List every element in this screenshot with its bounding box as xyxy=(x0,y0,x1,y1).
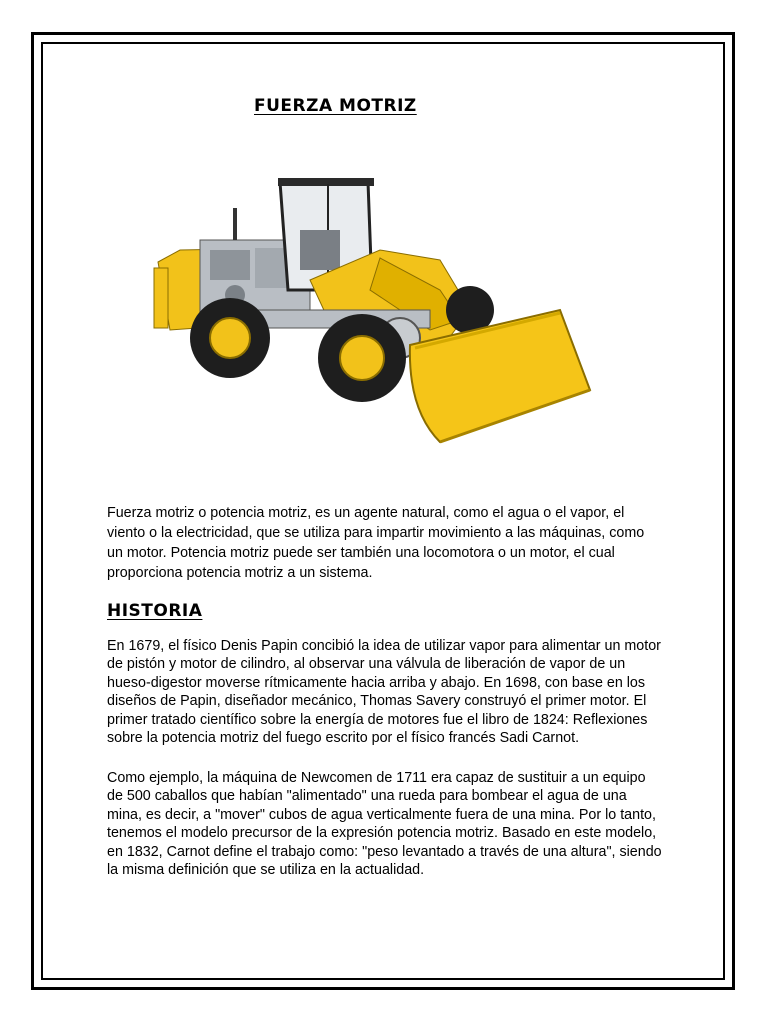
section-heading-historia: HISTORIA xyxy=(107,601,203,621)
wheel-loader-cutaway-icon xyxy=(140,170,600,460)
history-paragraph-2: Como ejemplo, la máquina de Newcomen de 1711 era capaz de sustituir a un equipo de 500 caballos que habían "alimentado" una rueda para bombear el agua de una mina, es decir, a "mover" cubos de agua verticalmente fuera de una mina. Por lo tanto, tenemos el modelo precursor de la expresión potencia motriz. Basado en este modelo, en 1832, Carnot define el trabajo como: "peso levantado a través de una altura", siendo la misma definición que se utiliza en la actualidad. xyxy=(107,770,662,879)
intro-paragraph: Fuerza motriz o potencia motriz, es un agente natural, como el agua o el vapor, el viento o la electricidad, que se utiliza para impartir movimiento a las máquinas, como un motor. Potencia motriz puede ser también una locomotora o un motor, el cual proporciona potencia motriz a un sistema. xyxy=(107,505,645,581)
history-paragraph-1: En 1679, el físico Denis Papin concibió la idea de utilizar vapor para alimentar un motor de pistón y motor de cilindro, al observar una válvula de liberación de vapor de un hueso-digestor moverse rítmicamente hacia arriba y abajo. En 1698, con base en los diseños de Papin, diseñador mecánico, Thomas Savery construyó el primer motor. El primer tratado científico sobre la energía de motores fue el libro de 1824: Reflexiones sobre la potencia motriz del fuego escrito por el físico francés Sadi Carnot. xyxy=(107,638,661,747)
page-title: FUERZA MOTRIZ xyxy=(254,96,417,116)
